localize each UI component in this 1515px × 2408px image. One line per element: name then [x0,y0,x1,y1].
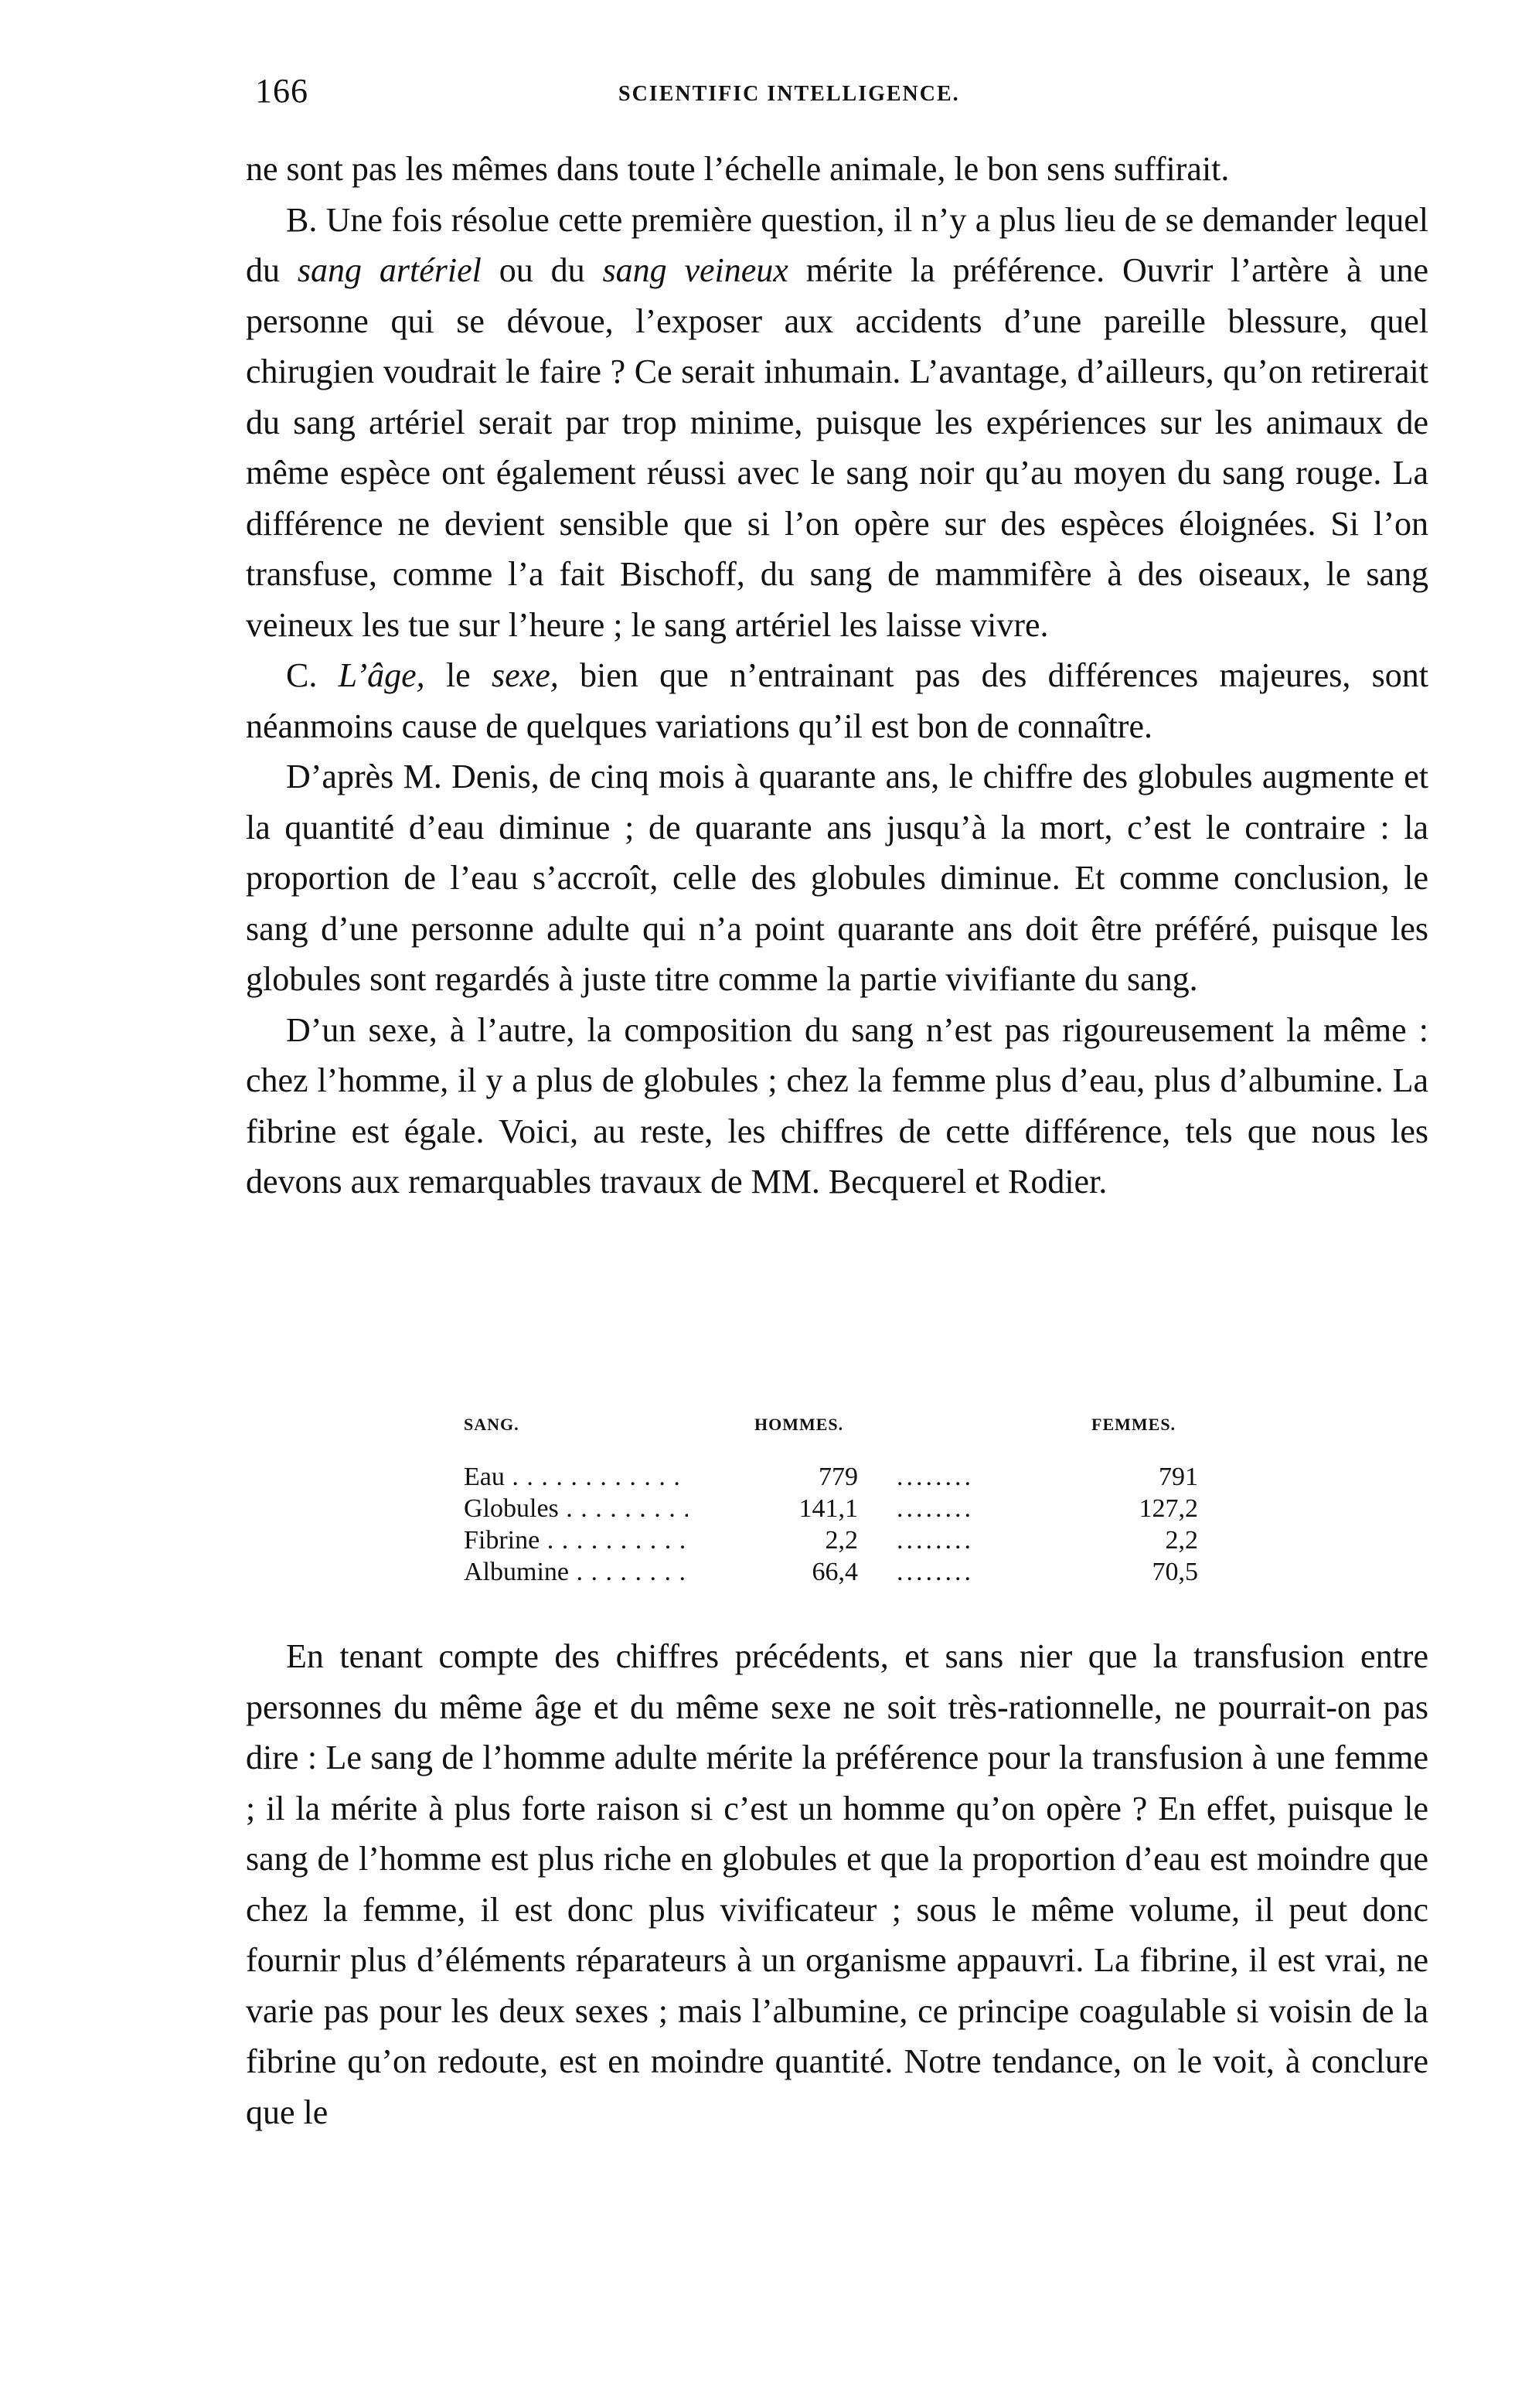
text-run: En tenant compte des chiffres précédents, et sans nier que la transfusion entre personnes du même âge et du même sexe ne soit très-rationnelle, ne pourrait-on pas dire : Le sang de l’homme adulte mérite la préférence pour la transfusion à une femme ; il la mérite à plus forte raison si c’est un homme qu’on opère ? En effet, puisque le sang de l’homme est plus riche en globules et que la proportion d’eau est moindre que chez la femme, il est donc plus vivificateur ; sous le même volume, il peut donc fournir plus d’éléments réparateurs à un organisme appauvri. La fibrine, il est vrai, ne varie pas pour les deux sexes ; mais l’albumine, ce principe coagulable si voisin de la fibrine qu’on redoute, est en moindre quantité. Notre tendance, on le voit, à conclure que le [246,1637,1428,2131]
cell-hommes-value: 141,1 [798,1494,858,1523]
cell-constituent: Fibrine . . . [464,1524,688,1556]
cell-femmes-value: 791 [1159,1463,1198,1491]
paragraph-closing [246,1631,1428,2137]
blood-composition-table [464,1415,1206,1588]
text-run: mérite la préférence. Ouvrir l’artère à une personne qui se dévoue, l’exposer aux accidents d’une pareille blessure, quel chirugien voudrait le faire ? Ce serait inhumain. L’avantage, d’ailleurs, qu’on retirerait du sang artériel serait par trop minime, puisque les expériences sur les animaux de même espèce ont également réussi avec le sang noir qu’au moyen du sang rouge. La différence ne devient sensible que si l’on opère sur des espèces éloignées. Si l’on transfuse, comme l’a fait Bischoff, du sang de mammifère à des oiseaux, le sang veineux les tue sur l’heure ; le sang artériel les laisse vivre. [246,251,1429,644]
closing-paragraph [246,1631,1428,2137]
page-header [255,71,1430,118]
table-header-row [464,1415,1206,1461]
table-row [464,1524,1206,1556]
cell-femmes-value: 127,2 [1139,1494,1198,1523]
text-run: bien que n’entrainant pas des différences majeures, sont néanmoins cause de quelques variations qu’il est bon de connaître. [246,656,1428,745]
paragraph-p4 [246,1005,1428,1207]
cell-constituent: Albumine . . . [464,1556,688,1588]
text-run: B. Une fois résolue cette première question, il n’y a plus lieu de se demander lequel du [246,200,1428,289]
cell-hommes-value: 66,4 [812,1558,858,1586]
leader-dots: ........ [897,1494,974,1523]
text-run: C. [286,656,339,694]
table-header-hommes: HOMMES. [754,1415,844,1434]
paragraph-p0 [246,144,1428,195]
table-header-sang: SANG. [464,1415,519,1434]
table-row [464,1493,1206,1524]
cell-hommes-value: 2,2 [825,1526,858,1555]
cell-constituent: Globules . . . [464,1493,688,1524]
italic-text: sang veineux [602,251,788,289]
table-row [464,1556,1206,1588]
table-header-femmes: FEMMES. [1091,1415,1176,1434]
cell-femmes-value: 70,5 [1152,1558,1198,1586]
text-run: le [424,656,492,694]
table-body [464,1461,1206,1588]
paragraph-p2 [246,650,1428,751]
text-run: ou du [481,251,603,289]
cell-hommes-value: 779 [819,1463,858,1491]
text-run: D’après M. Denis, de cinq mois à quarante ans, le chiffre des globules augmente et la quantité d’eau diminue ; de quarante ans jusqu’à la mort, c’est le contraire : la proportion de l’eau s’accroît, celle des globules diminue. Et comme conclusion, le sang d’une personne adulte qui n’a point quarante ans doit être préféré, puisque les globules sont regardés à juste titre comme la partie vivifiante du sang. [246,758,1428,998]
body-text [246,144,1428,1207]
italic-text: sang artériel [297,251,482,289]
leader-dots: ........ [897,1463,974,1491]
text-run: D’un sexe, à l’autre, la composition du sang n’est pas rigoureusement la même : chez l’homme, il y a plus de globules ; chez la femme plus d’eau, plus d’albumine. La fibrine est égale. Voici, au reste, les chiffres de cette différence, tels que nous les devons aux remarquables travaux de MM. Becquerel et Rodier. [246,1010,1428,1201]
table-row [464,1461,1206,1493]
cell-femmes-value: 2,2 [1165,1526,1198,1555]
cell-constituent: Eau . . . [464,1461,688,1493]
leader-dots: ........ [897,1526,974,1555]
leader-dots: ........ [897,1558,974,1586]
italic-text: L’âge, [338,656,425,694]
paragraph-p1 [246,195,1428,651]
paragraph-p3 [246,751,1428,1005]
italic-text: sexe, [492,656,559,694]
page-number: 166 [255,72,308,110]
running-title: SCIENTIFIC INTELLIGENCE. [618,82,960,106]
text-run: ne sont pas les mêmes dans toute l’échelle animale, le bon sens suffirait. [246,150,1230,188]
